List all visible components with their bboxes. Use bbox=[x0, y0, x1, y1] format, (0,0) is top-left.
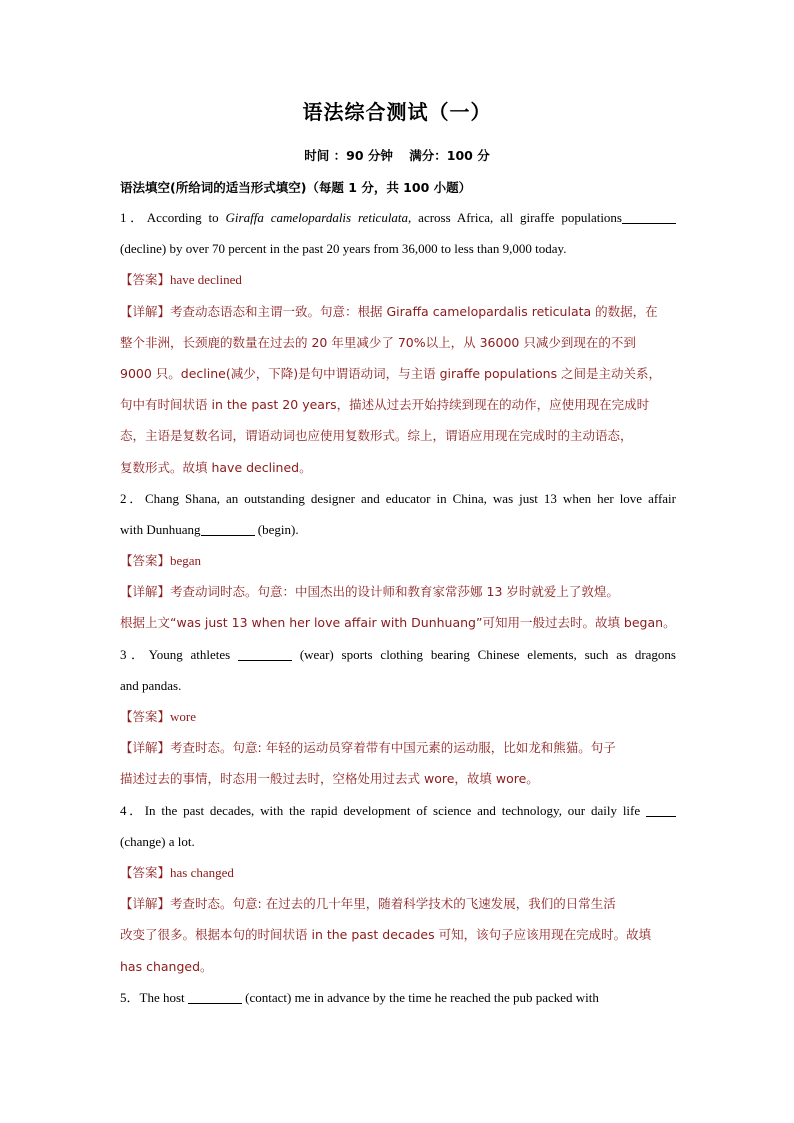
exam-time: 时间 ：90 分钟 bbox=[304, 148, 393, 163]
q2-blank bbox=[201, 523, 255, 536]
q4-detail-3: has changed。 bbox=[120, 958, 213, 974]
q4-blank bbox=[646, 804, 676, 817]
q1-blank bbox=[622, 211, 676, 224]
q5-blank bbox=[188, 991, 242, 1004]
q5-line-1: 5．The host (contact) me in advance by the time he reached the pub packed with bbox=[120, 989, 599, 1005]
q4-detail-2: 改变了很多。根据本句的时间状语 in the past decades 可知，该句子应该用现在完成时。故填 bbox=[120, 927, 652, 943]
q4-line-1: 4．In the past decades, with the rapid development of science and technology, our daily life bbox=[120, 795, 676, 826]
exam-meta bbox=[0, 146, 794, 164]
q3-answer: 【答案】wore bbox=[120, 709, 197, 724]
q1-line-2: (decline) by over 70 percent in the past 20 years from 36,000 to less than 9,000 today. bbox=[120, 241, 567, 257]
q4-detail-1: 【详解】考查时态。句意: 在过去的几十年里，随着科学技术的飞速发展，我们的日常生活 bbox=[120, 896, 616, 912]
q3-detail-2: 描述过去的事情，时态用一般过去时，空格处用过去式 wore，故填 wore。 bbox=[120, 771, 539, 787]
q1-detail-4: 句中有时间状语 in the past 20 years，描述从过去开始持续到现在的动作，应使用现在完成时 bbox=[120, 397, 650, 413]
q1-detail-2: 整个非洲，长颈鹿的数量在过去的 20 年里减少了 70%以上，从 36000 只减少到现在的不到 bbox=[120, 334, 636, 350]
q3-number: 3． bbox=[120, 646, 149, 662]
q1-answer: 【答案】have declined bbox=[120, 272, 242, 288]
q4-line-2: (change) a lot. bbox=[120, 833, 195, 849]
q2-detail-2: 根据上文“was just 13 when her love affair with Dunhuang”可知用一般过去时。故填 began。 bbox=[120, 615, 676, 631]
q4-number: 4． bbox=[120, 802, 145, 818]
exam-score: 满分：100 分 bbox=[409, 148, 490, 163]
q5-number: 5． bbox=[120, 989, 140, 1005]
q4-answer: 【答案】has changed bbox=[120, 864, 234, 880]
q2-answer: 【答案】began bbox=[120, 553, 202, 569]
section-heading: 语法填空(所给词的适当形式填空)（每题 1 分，共 100 小题） bbox=[120, 180, 472, 195]
page-title: 语法综合测试（一） bbox=[302, 100, 492, 124]
q1-detail-5: 态，主语是复数名词，谓语动词也应使用复数形式。综上，谓语应用现在完成时的主动语态， bbox=[120, 428, 633, 444]
q2-line-2: with Dunhuang (begin). bbox=[120, 521, 299, 537]
q2-detail-1: 【详解】考查动词时态。句意：中国杰出的设计师和教育家常莎娜 13 岁时就爱上了敦煌。 bbox=[120, 584, 619, 600]
q1-detail-1: 【详解】考查动态语态和主谓一致。句意：根据 Giraffa camelopardalis reticulata 的数据，在 bbox=[120, 303, 658, 319]
q1-detail-3: 9000 只。decline(减少，下降)是句中谓语动词，与主语 giraffe populations 之间是主动关系， bbox=[120, 365, 662, 381]
q3-detail-1: 【详解】考查时态。句意: 年轻的运动员穿着带有中国元素的运动服，比如龙和熊猫。句子 bbox=[120, 740, 616, 756]
question-list bbox=[120, 202, 676, 1013]
q3-line-1: 3．Young athletes (wear) sports clothing bearing Chinese elements, such as dragons bbox=[120, 646, 676, 662]
q2-line-1: 2．Chang Shana, an outstanding designer and educator in China, was just 13 when her love affair bbox=[120, 490, 676, 506]
q3-blank bbox=[238, 648, 292, 661]
q1-line-1: 1．According to Giraffa camelopardalis reticulata, across Africa, all giraffe populations bbox=[120, 202, 676, 233]
q1-detail-6: 复数形式。故填 have declined。 bbox=[120, 459, 312, 475]
q3-line-2: and pandas. bbox=[120, 677, 182, 693]
q1-species: Giraffa camelopardalis reticulata bbox=[225, 210, 409, 225]
q2-number: 2． bbox=[120, 490, 146, 506]
q1-number: 1． bbox=[120, 210, 147, 225]
